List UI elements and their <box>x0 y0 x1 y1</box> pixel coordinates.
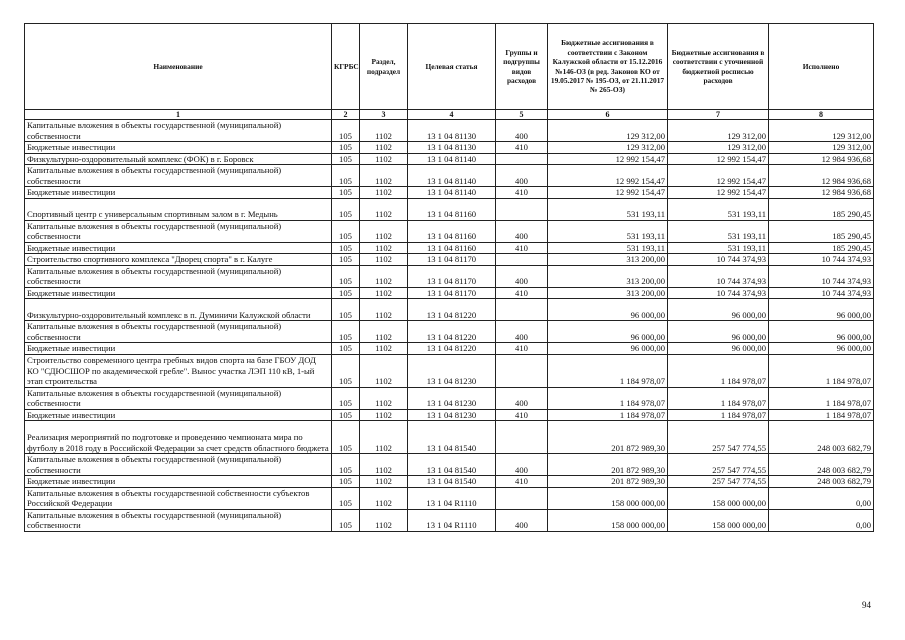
row-executed: 12 984 936,68 <box>769 165 874 187</box>
row-kgrbs: 105 <box>332 421 360 454</box>
row-target: 13 1 04 81130 <box>408 120 496 142</box>
row-assigned-list: 158 000 000,00 <box>668 509 769 531</box>
row-group: 410 <box>496 287 548 299</box>
header-target: Целевая статья <box>408 24 496 110</box>
column-number: 3 <box>360 110 408 120</box>
row-assigned-list: 12 992 154,47 <box>668 187 769 199</box>
row-kgrbs: 105 <box>332 198 360 220</box>
row-executed: 10 744 374,93 <box>769 287 874 299</box>
table-row <box>25 120 874 142</box>
row-assigned-list: 257 547 774,55 <box>668 421 769 454</box>
row-section: 1102 <box>360 220 408 242</box>
row-assigned-law: 531 193,11 <box>548 220 668 242</box>
table-row <box>25 165 874 187</box>
row-assigned-list: 10 744 374,93 <box>668 287 769 299</box>
row-section: 1102 <box>360 387 408 409</box>
row-assigned-law: 96 000,00 <box>548 321 668 343</box>
table-body <box>25 120 874 532</box>
row-executed: 248 003 682,79 <box>769 476 874 488</box>
row-group <box>496 299 548 321</box>
row-kgrbs: 105 <box>332 487 360 509</box>
row-executed: 1 184 978,07 <box>769 354 874 387</box>
row-name: Капитальные вложения в объекты государственной (муниципальной) собственности <box>25 120 332 142</box>
row-assigned-list: 96 000,00 <box>668 299 769 321</box>
row-section: 1102 <box>360 476 408 488</box>
row-group <box>496 487 548 509</box>
row-kgrbs: 105 <box>332 287 360 299</box>
row-target: 13 1 04 81230 <box>408 354 496 387</box>
row-kgrbs: 105 <box>332 454 360 476</box>
row-section: 1102 <box>360 299 408 321</box>
row-kgrbs: 105 <box>332 153 360 165</box>
row-executed: 12 984 936,68 <box>769 153 874 165</box>
row-kgrbs: 105 <box>332 509 360 531</box>
row-target: 13 1 04 81170 <box>408 287 496 299</box>
row-assigned-list: 129 312,00 <box>668 120 769 142</box>
row-section: 1102 <box>360 198 408 220</box>
row-kgrbs: 105 <box>332 142 360 154</box>
row-name: Бюджетные инвестиции <box>25 343 332 355</box>
row-name: Капитальные вложения в объекты государственной (муниципальной) собственности <box>25 387 332 409</box>
table-row <box>25 142 874 154</box>
header-section: Раздел, подраздел <box>360 24 408 110</box>
row-kgrbs: 105 <box>332 299 360 321</box>
row-section: 1102 <box>360 409 408 421</box>
row-target: 13 1 04 81160 <box>408 220 496 242</box>
row-target: 13 1 04 81220 <box>408 343 496 355</box>
table-row <box>25 287 874 299</box>
row-assigned-law: 531 193,11 <box>548 242 668 254</box>
row-assigned-list: 257 547 774,55 <box>668 454 769 476</box>
row-target: 13 1 04 81140 <box>408 165 496 187</box>
table-row <box>25 343 874 355</box>
column-number: 7 <box>668 110 769 120</box>
column-number: 1 <box>25 110 332 120</box>
row-kgrbs: 105 <box>332 409 360 421</box>
row-group: 400 <box>496 265 548 287</box>
row-kgrbs: 105 <box>332 265 360 287</box>
row-assigned-law: 201 872 989,30 <box>548 476 668 488</box>
row-group: 400 <box>496 165 548 187</box>
row-name: Бюджетные инвестиции <box>25 187 332 199</box>
row-kgrbs: 105 <box>332 187 360 199</box>
row-assigned-list: 129 312,00 <box>668 142 769 154</box>
row-assigned-law: 12 992 154,47 <box>548 165 668 187</box>
row-assigned-list: 1 184 978,07 <box>668 387 769 409</box>
column-number: 4 <box>408 110 496 120</box>
row-section: 1102 <box>360 187 408 199</box>
row-name: Физкультурно-оздоровительный комплекс в п. Думиничи Калужской области <box>25 299 332 321</box>
row-assigned-list: 531 193,11 <box>668 242 769 254</box>
row-name: Капитальные вложения в объекты государственной (муниципальной) собственности <box>25 509 332 531</box>
row-executed: 96 000,00 <box>769 299 874 321</box>
row-section: 1102 <box>360 120 408 142</box>
row-target: 13 1 04 81220 <box>408 321 496 343</box>
row-executed: 185 290,45 <box>769 198 874 220</box>
row-assigned-law: 129 312,00 <box>548 120 668 142</box>
table-row <box>25 409 874 421</box>
row-executed: 248 003 682,79 <box>769 454 874 476</box>
row-executed: 96 000,00 <box>769 321 874 343</box>
table-row <box>25 187 874 199</box>
row-executed: 248 003 682,79 <box>769 421 874 454</box>
row-target: 13 1 04 R1110 <box>408 509 496 531</box>
table-row <box>25 265 874 287</box>
row-group: 400 <box>496 321 548 343</box>
row-assigned-law: 1 184 978,07 <box>548 409 668 421</box>
row-target: 13 1 04 81230 <box>408 387 496 409</box>
row-target: 13 1 04 81160 <box>408 242 496 254</box>
row-section: 1102 <box>360 454 408 476</box>
row-executed: 12 984 936,68 <box>769 187 874 199</box>
row-name: Спортивный центр с универсальным спортивным залом в г. Медынь <box>25 198 332 220</box>
table-row <box>25 354 874 387</box>
row-executed: 1 184 978,07 <box>769 387 874 409</box>
row-group: 410 <box>496 476 548 488</box>
row-group: 410 <box>496 343 548 355</box>
header-group: Группы и подгруппы видов расходов <box>496 24 548 110</box>
row-assigned-law: 12 992 154,47 <box>548 187 668 199</box>
row-assigned-law: 201 872 989,30 <box>548 454 668 476</box>
row-section: 1102 <box>360 153 408 165</box>
row-section: 1102 <box>360 421 408 454</box>
row-group: 400 <box>496 454 548 476</box>
row-assigned-law: 201 872 989,30 <box>548 421 668 454</box>
row-section: 1102 <box>360 287 408 299</box>
row-section: 1102 <box>360 354 408 387</box>
row-group: 400 <box>496 220 548 242</box>
row-assigned-list: 10 744 374,93 <box>668 265 769 287</box>
row-target: 13 1 04 81540 <box>408 476 496 488</box>
row-name: Строительство спортивного комплекса "Дворец спорта" в г. Калуге <box>25 254 332 266</box>
row-name: Бюджетные инвестиции <box>25 409 332 421</box>
row-assigned-law: 1 184 978,07 <box>548 354 668 387</box>
row-assigned-list: 96 000,00 <box>668 321 769 343</box>
row-executed: 0,00 <box>769 509 874 531</box>
table-row <box>25 220 874 242</box>
row-executed: 129 312,00 <box>769 120 874 142</box>
table-row <box>25 299 874 321</box>
row-name: Капитальные вложения в объекты государственной (муниципальной) собственности <box>25 165 332 187</box>
row-assigned-law: 531 193,11 <box>548 198 668 220</box>
row-section: 1102 <box>360 509 408 531</box>
row-group: 400 <box>496 120 548 142</box>
row-section: 1102 <box>360 265 408 287</box>
column-number: 5 <box>496 110 548 120</box>
table-row <box>25 153 874 165</box>
row-name: Строительство современного центра гребных видов спорта на базе ГБОУ ДОД КО "СДЮСШОР по академической гребле". Вынос участка ЛЭП 110 кВ, 1-ый этап строительства <box>25 354 332 387</box>
row-assigned-law: 129 312,00 <box>548 142 668 154</box>
row-group <box>496 198 548 220</box>
row-executed: 1 184 978,07 <box>769 409 874 421</box>
row-kgrbs: 105 <box>332 387 360 409</box>
row-executed: 96 000,00 <box>769 343 874 355</box>
table-row <box>25 476 874 488</box>
row-executed: 10 744 374,93 <box>769 265 874 287</box>
row-assigned-law: 96 000,00 <box>548 343 668 355</box>
row-group <box>496 354 548 387</box>
row-group: 410 <box>496 242 548 254</box>
row-group: 410 <box>496 187 548 199</box>
row-target: 13 1 04 81540 <box>408 421 496 454</box>
table-row <box>25 421 874 454</box>
row-name: Бюджетные инвестиции <box>25 287 332 299</box>
row-kgrbs: 105 <box>332 254 360 266</box>
row-group: 400 <box>496 387 548 409</box>
row-target: 13 1 04 81230 <box>408 409 496 421</box>
column-number: 6 <box>548 110 668 120</box>
row-assigned-list: 10 744 374,93 <box>668 254 769 266</box>
row-section: 1102 <box>360 242 408 254</box>
row-section: 1102 <box>360 254 408 266</box>
row-assigned-list: 12 992 154,47 <box>668 165 769 187</box>
table-row <box>25 487 874 509</box>
row-assigned-law: 313 200,00 <box>548 265 668 287</box>
row-group <box>496 153 548 165</box>
row-executed: 0,00 <box>769 487 874 509</box>
row-name: Бюджетные инвестиции <box>25 242 332 254</box>
row-name: Капитальные вложения в объекты государственной (муниципальной) собственности <box>25 265 332 287</box>
row-kgrbs: 105 <box>332 165 360 187</box>
row-assigned-list: 158 000 000,00 <box>668 487 769 509</box>
row-executed: 185 290,45 <box>769 242 874 254</box>
header-row <box>25 24 874 110</box>
row-group <box>496 421 548 454</box>
row-target: 13 1 04 81140 <box>408 187 496 199</box>
row-assigned-list: 531 193,11 <box>668 220 769 242</box>
row-assigned-law: 158 000 000,00 <box>548 509 668 531</box>
table-row <box>25 509 874 531</box>
row-target: 13 1 04 81220 <box>408 299 496 321</box>
row-name: Капитальные вложения в объекты государственной собственности субъектов Российской Федерации <box>25 487 332 509</box>
header-executed: Исполнено <box>769 24 874 110</box>
row-assigned-law: 12 992 154,47 <box>548 153 668 165</box>
row-kgrbs: 105 <box>332 321 360 343</box>
row-assigned-list: 96 000,00 <box>668 343 769 355</box>
row-assigned-list: 1 184 978,07 <box>668 354 769 387</box>
row-kgrbs: 105 <box>332 476 360 488</box>
row-section: 1102 <box>360 487 408 509</box>
row-name: Реализация мероприятий по подготовке и проведению чемпионата мира по футболу в 2018 году в Российской Федерации за счет средств областного бюджета <box>25 421 332 454</box>
row-assigned-list: 257 547 774,55 <box>668 476 769 488</box>
row-section: 1102 <box>360 142 408 154</box>
table-row <box>25 387 874 409</box>
row-target: 13 1 04 81160 <box>408 198 496 220</box>
row-group <box>496 254 548 266</box>
row-assigned-law: 1 184 978,07 <box>548 387 668 409</box>
row-target: 13 1 04 81170 <box>408 254 496 266</box>
row-assigned-list: 531 193,11 <box>668 198 769 220</box>
column-number-row <box>25 110 874 120</box>
column-number: 2 <box>332 110 360 120</box>
table-row <box>25 254 874 266</box>
header-kgrbs: КГРБС <box>332 24 360 110</box>
row-name: Бюджетные инвестиции <box>25 476 332 488</box>
row-name: Капитальные вложения в объекты государственной (муниципальной) собственности <box>25 220 332 242</box>
row-target: 13 1 04 R1110 <box>408 487 496 509</box>
row-target: 13 1 04 81140 <box>408 153 496 165</box>
table-row <box>25 454 874 476</box>
row-name: Бюджетные инвестиции <box>25 142 332 154</box>
row-group: 410 <box>496 142 548 154</box>
row-assigned-law: 158 000 000,00 <box>548 487 668 509</box>
page-number: 94 <box>862 600 871 610</box>
row-kgrbs: 105 <box>332 354 360 387</box>
row-executed: 129 312,00 <box>769 142 874 154</box>
row-target: 13 1 04 81540 <box>408 454 496 476</box>
row-name: Капитальные вложения в объекты государственной (муниципальной) собственности <box>25 454 332 476</box>
row-section: 1102 <box>360 165 408 187</box>
row-kgrbs: 105 <box>332 343 360 355</box>
row-kgrbs: 105 <box>332 220 360 242</box>
row-executed: 185 290,45 <box>769 220 874 242</box>
table-row <box>25 198 874 220</box>
row-section: 1102 <box>360 343 408 355</box>
row-assigned-law: 313 200,00 <box>548 287 668 299</box>
row-assigned-list: 12 992 154,47 <box>668 153 769 165</box>
row-assigned-law: 96 000,00 <box>548 299 668 321</box>
row-name: Физкультурно-оздоровительный комплекс (ФОК) в г. Боровск <box>25 153 332 165</box>
row-assigned-list: 1 184 978,07 <box>668 409 769 421</box>
column-number: 8 <box>769 110 874 120</box>
header-name: Наименование <box>25 24 332 110</box>
row-assigned-law: 313 200,00 <box>548 254 668 266</box>
row-section: 1102 <box>360 321 408 343</box>
row-kgrbs: 105 <box>332 242 360 254</box>
table-row <box>25 242 874 254</box>
row-group: 400 <box>496 509 548 531</box>
budget-table <box>24 23 874 532</box>
row-target: 13 1 04 81170 <box>408 265 496 287</box>
table-row <box>25 321 874 343</box>
row-name: Капитальные вложения в объекты государственной (муниципальной) собственности <box>25 321 332 343</box>
header-assigned-law: Бюджетные ассигнования в соответствии с Законом Калужской области от 15.12.2016 №146-ОЗ (в ред. Законов КО от 19.05.2017 № 195-ОЗ, от 21.11.2017 № 265-ОЗ) <box>548 24 668 110</box>
row-target: 13 1 04 81130 <box>408 142 496 154</box>
row-group: 410 <box>496 409 548 421</box>
header-assigned-list: Бюджетные ассигнования в соответствии с уточненной бюджетной росписью расходов <box>668 24 769 110</box>
row-kgrbs: 105 <box>332 120 360 142</box>
row-executed: 10 744 374,93 <box>769 254 874 266</box>
